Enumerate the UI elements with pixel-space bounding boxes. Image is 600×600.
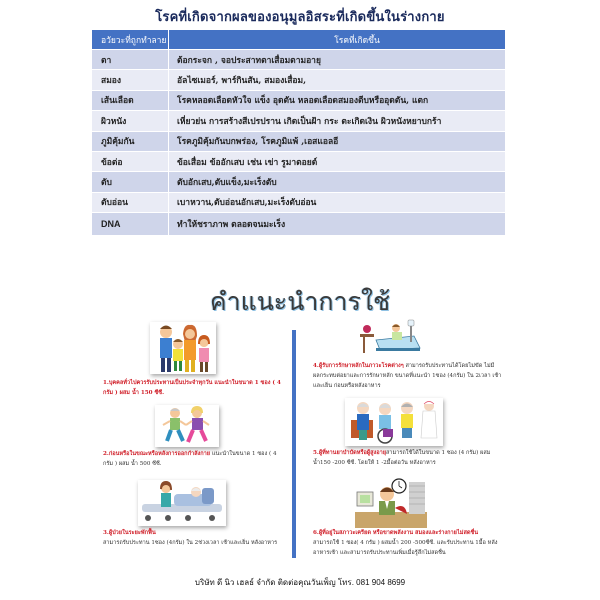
table-row	[92, 132, 505, 152]
organ-cell: ผิวหนัง	[92, 111, 169, 130]
table-row	[92, 193, 505, 213]
disease-cell: อัลไซเมอร์, พาร์กินสัน, สมองเสื่อม,	[177, 76, 307, 87]
organ-cell: ข้อต่อ	[92, 152, 169, 171]
instruction-text	[103, 528, 283, 548]
company-contact-footer: บริษัท ดี นิว เฮลธ์ จำกัด ติดต่อคุณวันเพ็ญ โทร. 081 904 8699	[194, 578, 406, 587]
instruction-highlight: 3.ผู้ป่วยในระยะพักฟื้น	[103, 530, 156, 536]
table-row	[92, 152, 505, 172]
disease-cell: โรคภูมิคุ้มกันบกพร่อง, โรคภูมิแพ้ ,เอสแอลอี	[177, 137, 339, 148]
organ-cell: สมอง	[92, 70, 169, 89]
organ-cell: ตับอ่อน	[92, 193, 169, 212]
hospital-patient-illustration	[358, 318, 426, 360]
instruction-highlight: 2.ก่อนหรือในขณะหรือหลังการออกกำลังกาย	[103, 451, 211, 457]
column-divider	[292, 330, 296, 558]
disease-cell: เบาหวาน,ตับอ่อนอักเสบ,มะเร็งตับอ่อน	[177, 198, 317, 209]
table-header-row	[92, 30, 505, 50]
elderly-group-illustration	[345, 398, 443, 446]
table-row	[92, 91, 505, 111]
instruction-body: สามารถรับประทานได้โดยไม่ขัด ไม่มีผลกระทบต่อยาและการรักษาหลัก ขนาดที่แนะนำ 1ซอง (4กรัม) ใน 2เวลา เช้าและเย็น ก่อนหรือหลังอาหาร	[313, 363, 502, 389]
disease-cell: ทำให้ชราภาพ ตลอดจนมะเร็ง	[177, 220, 286, 231]
instruction-highlight: 4.ผู้รับการรักษาหลักในภาวะโรคต่างๆ	[313, 363, 404, 369]
table-row	[92, 213, 505, 236]
stressed-office-worker-illustration	[355, 476, 427, 528]
elderly-jogging-illustration	[155, 405, 219, 447]
instruction-body: สามารถใช้ 1 ซอง( 4 กรัม ) ผสมน้ำ 200 -500ซีซี. และรับประทาน 1มื้อ หลังอาหารเช้า และสามารถรับประทานเพิ่มเมื่อรู้สึกไม่สดชื่น	[313, 540, 498, 556]
family-illustration	[150, 322, 216, 374]
organ-cell: ภูมิคุ้มกัน	[92, 132, 169, 151]
table-row	[92, 50, 505, 70]
instruction-highlight: 1.บุคคลทั่วไปควรรับประทานเป็นประจำทุกวัน แนะนำในขนาด 1 ซอง ( 4 กรัม ) ผสม น้ำ 150 ซีซี.	[103, 380, 281, 396]
instruction-body: สามารถรับประทาน 1ซอง (4กรัม) ใน 2ช่วงเวลา เช้าและเย็น หลังอาหาร	[103, 540, 278, 546]
disease-cell: ข้อเสื่อม ข้ออักเสบ เช่น เข่า รูมาตอยด์	[177, 157, 318, 168]
disease-cell: ต้อกระจก , จอประสาทตาเสื่อมตามอายุ	[177, 55, 321, 66]
instruction-highlight: 6.ผู้ที่อยู่ในสภาวะเครียด หรือขาดพลังงาน สมองและร่างกายไม่สดชื่น	[313, 530, 479, 536]
instruction-text	[313, 528, 503, 558]
table-row	[92, 111, 505, 131]
instructions-heading: คำแนะนำการใช้	[209, 287, 391, 316]
table-row	[92, 172, 505, 192]
organ-cell: DNA	[92, 213, 169, 235]
organ-cell: เส้นเลือด	[92, 91, 169, 110]
instruction-text	[103, 449, 283, 469]
disease-table	[92, 30, 505, 236]
instruction-body: แนะนำในขนาด 1 ซอง ( 4 กรัม ) ผสม น้ำ 500 ซีซี.	[103, 451, 277, 467]
instruction-highlight: 5.ผู้ที่ทานยาบำบัดหรือผู้สูงอายุ	[313, 450, 387, 456]
header-disease: โรคที่เกิดขึ้น	[334, 35, 380, 46]
disease-cell: โรคหลอดเลือดหัวใจ แข็ง อุดตัน หลอดเลือดสมองตีบหรืออุดตัน, แตก	[177, 96, 429, 107]
instruction-body: สามารถใช้ได้ในขนาด 1 ซอง (4 กรัม) ผสมน้ำ150 -200 ซีซี. โดยให้ 1 -2มื้อต่อวัน หลังอาหาร	[313, 450, 491, 466]
instruction-text	[103, 378, 283, 398]
organ-cell: ตา	[92, 50, 169, 69]
nurse-patient-bed-illustration	[138, 480, 226, 526]
instruction-text	[313, 361, 503, 391]
organ-cell: ตับ	[92, 172, 169, 191]
instruction-text	[313, 448, 503, 468]
header-organ: อวัยวะที่ถูกทำลาย	[92, 30, 169, 49]
disease-cell: ตับอักเสบ,ตับแข็ง,มะเร็งตับ	[177, 178, 277, 189]
page-title: โรคที่เกิดจากผลของอนุมูลอิสระที่เกิดขึ้นในร่างกาย	[155, 10, 445, 25]
table-row	[92, 70, 505, 90]
disease-cell: เหี่ยวย่น การสร้างสีเปรปราน เกิดเป็นฝ้า กระ ตะเกิดเงิน ผิวหนังหยาบกร้า	[177, 116, 442, 127]
